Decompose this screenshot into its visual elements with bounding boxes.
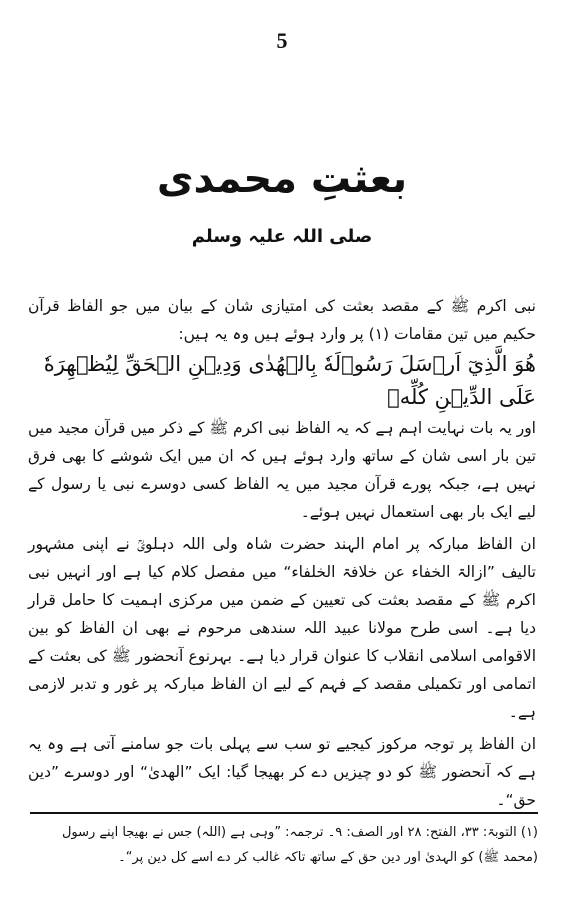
page-title: بعثتِ محمدی — [156, 156, 408, 202]
footnote-divider — [30, 812, 538, 814]
paragraph-significance: اور یہ بات نہایت اہم ہے کہ یہ الفاظ نبی اکرم ﷺ کے ذکر میں قرآن مجید میں تین بار اسی شان کے ساتھ وارد ہوئے ہیں کہ ان میں ایک شوشے کا بھی فرق نہیں ہے، جبکہ پورے قرآن مجید میں یہ الفاظ کسی دوسرے نبی یا رسول کے لیے ایک بار بھی استعمال نہیں ہوئے۔ — [28, 419, 536, 521]
paragraph-intro: نبی اکرم ﷺ کے مقصد بعثت کی امتیازی شان کے بیان میں جو الفاظ قرآن حکیم میں تین مقامات (۱) پر وارد ہوئے ہیں وہ یہ ہیں: — [28, 297, 536, 343]
footnote — [30, 820, 538, 870]
footnote-line: (۱) التوبۃ: ۳۳، الفتح: ۲۸ اور الصف: ۹۔ ترجمہ: ”وہی ہے (اللہ) جس نے بھیجا اپنے رسول — [61, 825, 538, 840]
page-subtitle: صلی اللہ علیہ وسلم — [191, 226, 373, 247]
paragraph-shah-waliullah: ان الفاظ مبارکہ پر امام الہند حضرت شاہ ولی اللہ دہلویؒ نے اپنی مشہور تالیف ”ازالۃ الخفاء عن خلافۃ الخلفاء“ میں مفصل کلام کیا ہے اور انہیں نبی اکرم ﷺ کے مقصد بعثت کی تعیین کے ضمن میں مرکزی اہمیت کا حامل قرار دیا ہے۔ اسی طرح مولانا عبید اللہ سندھی مرحوم نے بھی ان الفاظ کو بین الاقوامی اسلامی انقلاب کا عنوان قرار دیا ہے۔ بہرنوع آنحضور ﷺ کی بعثت کے اتمامی اور تکمیلی مقصد کے فہم کے لیے ان الفاظ مبارکہ پر غور و تدبر لازمی ہے۔ — [28, 535, 536, 721]
body-text — [28, 292, 536, 814]
footnote-line: (محمد ﷺ) کو الہدیٰ اور دین حق کے ساتھ تاکہ غالب کر دے اسے کل دین پر“۔ — [118, 850, 538, 865]
paragraph-two-things: ان الفاظ پر توجہ مرکوز کیجیے تو سب سے پہلی بات جو سامنے آتی ہے وہ یہ ہے کہ آنحضور ﷺ کو دو چیزیں دے کر بھیجا گیا: ایک ”الھدیٰ“ اور دوسرے ”دین حق“۔ — [28, 735, 536, 809]
quran-verse: هُوَ الَّذِيٓ اَرۡسَلَ رَسُوۡلَهٗ بِالۡهُدٰى وَدِيۡنِ الۡحَقِّ لِيُظۡهِرَهٗ عَلَى الدِّيۡنِ كُلِّهٖ — [43, 352, 536, 409]
page-number: 5 — [276, 28, 288, 53]
